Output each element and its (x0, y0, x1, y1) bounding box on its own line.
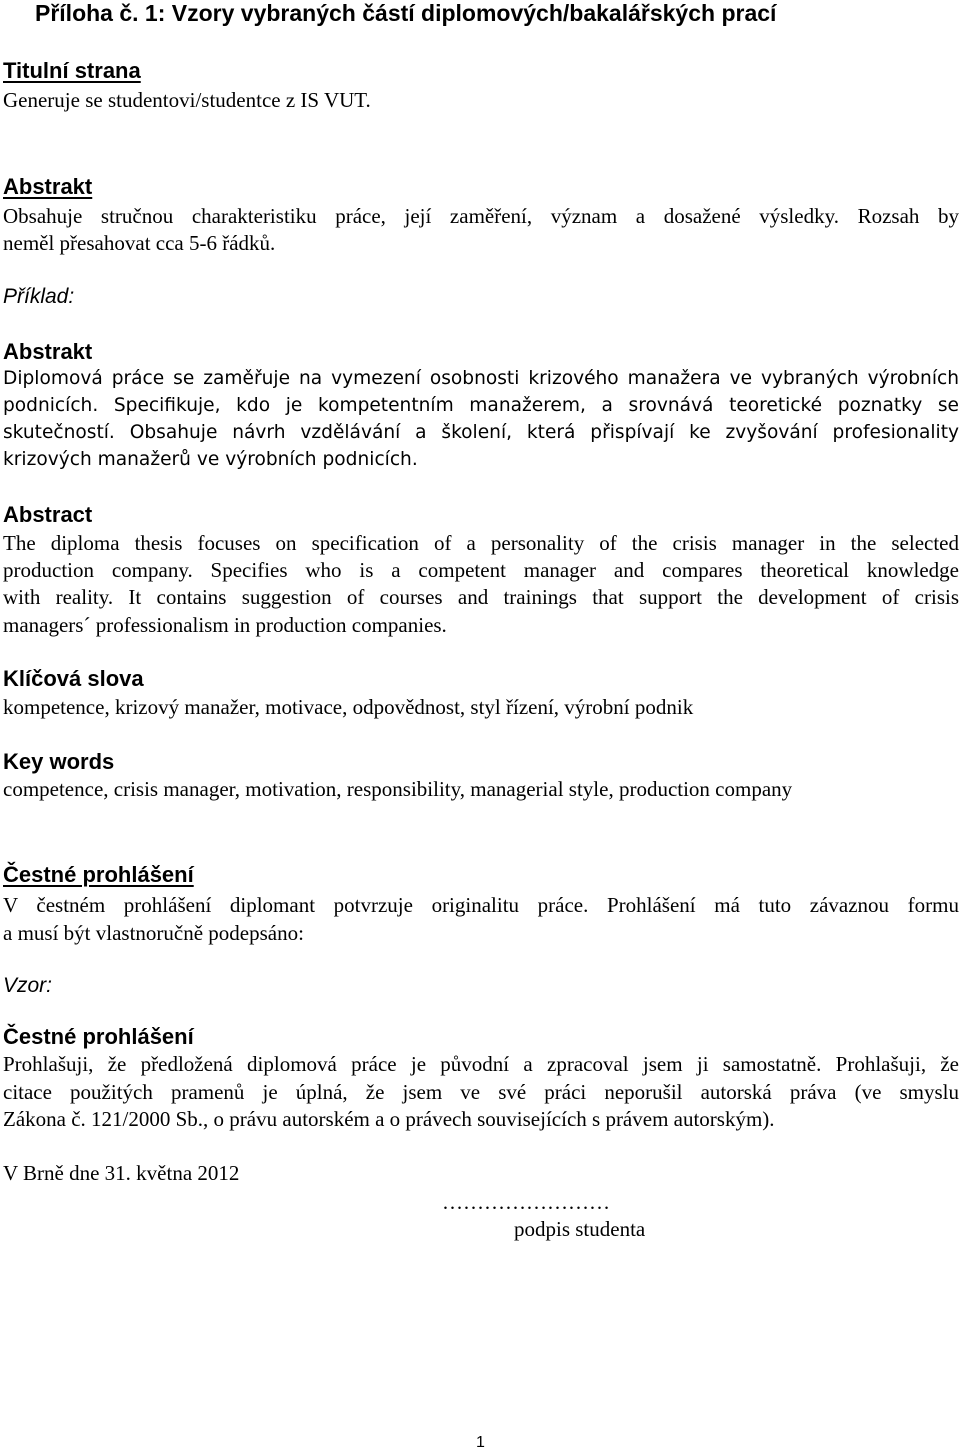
cestne-prohlaseni-line: V čestném prohlášení diplomant potvrzuje originalitu práce. Prohlášení má tuto závaznou formu (3, 893, 959, 917)
example-abstract-line: with reality. It contains suggestion of courses and trainings that support the development of crisis (3, 585, 959, 609)
page-title: Příloha č. 1: Vzory vybraných částí diplomových/bakalářských prací (35, 0, 777, 26)
example-abstrakt-line: podnicích. Specifikuje, kdo je kompetentním manažerem, a srovnává teoretické poznatky se (3, 395, 959, 416)
key-words-text: competence, crisis manager, motivation, responsibility, managerial style, production company (3, 777, 793, 801)
example-abstrakt-line: Diplomová práce se zaměřuje na vymezení osobnosti krizového manažera ve vybraných výrobních (3, 368, 959, 389)
date-line: V Brně dne 31. května 2012 (3, 1161, 240, 1185)
example-abstrakt-line: krizových manažerů ve výrobních podnicích. (3, 449, 418, 470)
sample-label: Vzor: (3, 974, 53, 997)
signature-line: …………………… (442, 1190, 610, 1214)
cestne-example-line: Zákona č. 121/2000 Sb., o právu autorském a o právech souvisejících s právem autorským). (3, 1107, 775, 1131)
signature-label: podpis studenta (514, 1217, 646, 1241)
example-label: Příklad: (3, 285, 75, 308)
abstrakt-description-line: Obsahuje stručnou charakteristiku práce, její zaměření, význam a dosažené výsledky. Rozsah by (3, 204, 959, 228)
titulni-strana-heading: Titulní strana (3, 58, 141, 83)
abstrakt-description-line: neměl přesahovat cca 5-6 řádků. (3, 231, 276, 255)
cestne-example-line: Prohlašuji, že předložená diplomová práce je původní a zpracoval jsem ji samostatně. Prohlašuji, že (3, 1052, 959, 1076)
key-words-heading: Key words (3, 749, 115, 774)
cestne-example-line: citace použitých pramenů je úplná, že jsem ve své práci neporušil autorská práva (ve smyslu (3, 1080, 959, 1104)
titulni-strana-text: Generuje se studentovi/studentce z IS VUT. (3, 88, 371, 112)
cestne-example-heading: Čestné prohlášení (3, 1024, 194, 1049)
example-abstract-heading: Abstract (3, 502, 93, 527)
example-abstract-line: The diploma thesis focuses on specification of a personality of the crisis manager in the selected (3, 531, 959, 555)
page-number: 1 (476, 1434, 485, 1451)
klicova-slova-heading: Klíčová slova (3, 666, 144, 691)
cestne-prohlaseni-line: a musí být vlastnoručně podepsáno: (3, 921, 304, 945)
klicova-slova-text: kompetence, krizový manažer, motivace, odpovědnost, styl řízení, výrobní podnik (3, 695, 694, 719)
example-abstrakt-heading: Abstrakt (3, 339, 93, 364)
example-abstract-line: managers´ professionalism in production companies. (3, 613, 447, 637)
example-abstract-line: production company. Specifies who is a competent manager and compares theoretical knowledge (3, 558, 959, 582)
abstrakt-heading: Abstrakt (3, 174, 93, 199)
example-abstrakt-line: skutečností. Obsahuje návrh vzdělávání a školení, která přispívají ke zvyšování profesionality (3, 422, 959, 443)
cestne-prohlaseni-heading: Čestné prohlášení (3, 862, 194, 887)
